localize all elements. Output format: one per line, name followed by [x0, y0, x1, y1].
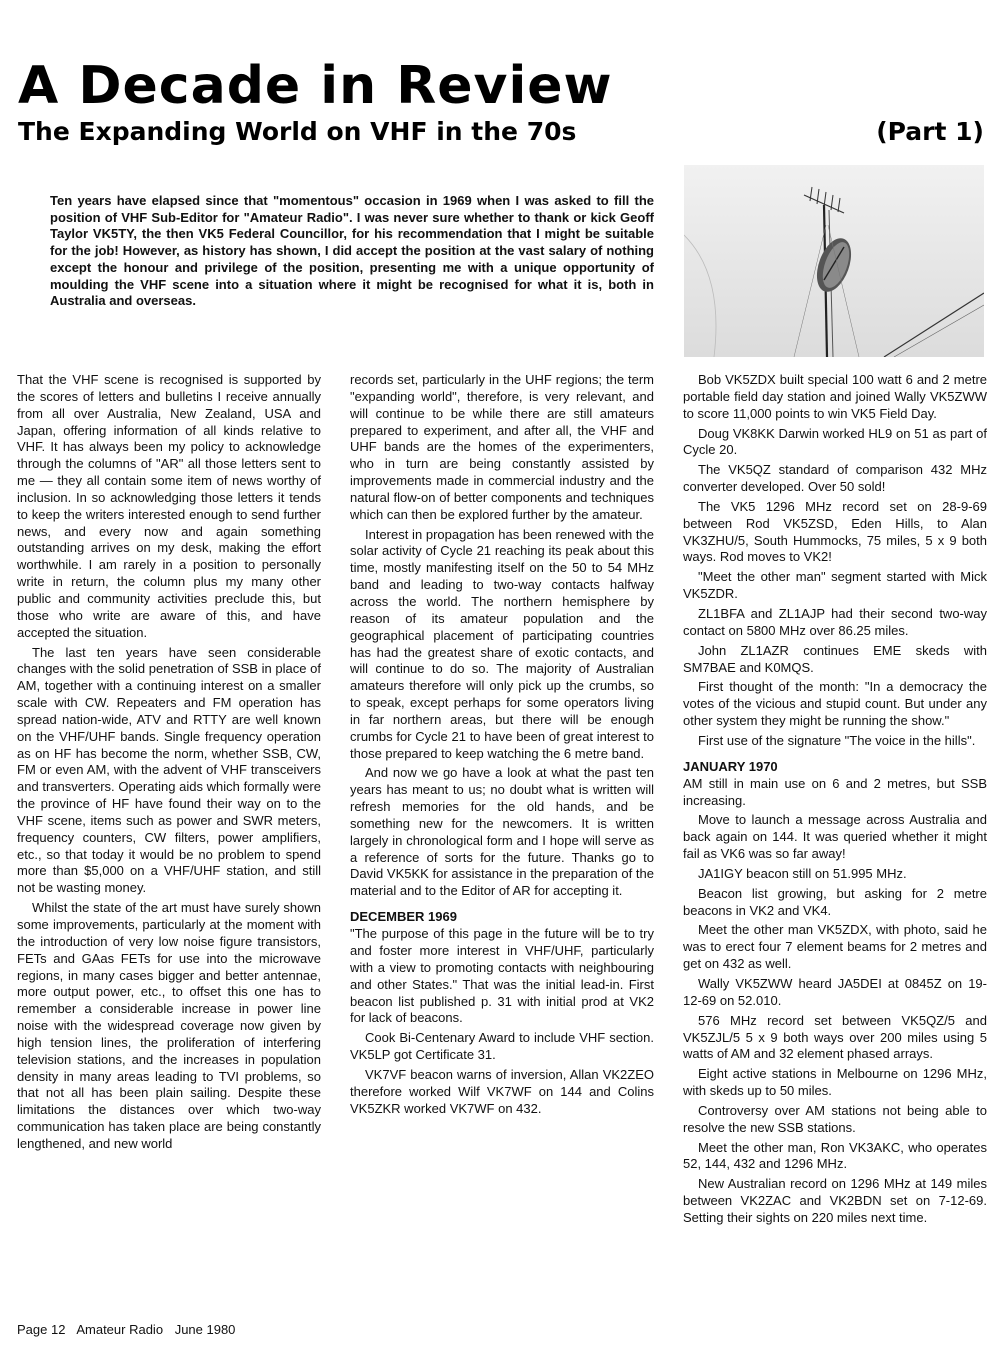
column-1 [17, 372, 321, 1156]
article-paragraph: The VK5QZ standard of comparison 432 MHz converter developed. Over 50 sold! [683, 462, 987, 495]
section-heading-january-1970: JANUARY 1970 [683, 758, 778, 774]
article-paragraph: That the VHF scene is recognised is supported by the scores of letters and bulletins I receive annually from all over Australia, New Zealand, USA and Japan, offering information of all kinds relative to VHF. It has always been my policy to acknowledge through the columns of "AR" all those letters sent to me — they all contain some item of news worthy of inclusion. In so acknowledging those letters it tends to keep the writers interested enough to send further news, and every now and again something outstanding arrives on my desk, making the effort worthwhile. I am rarely in a position to personally write in return, the column plus my many other public and community activities preclude this, but those who write are aware of this, and have accepted the situation. [17, 372, 321, 640]
article-paragraph: Wally VK5ZWW heard JA5DEI at 0845Z on 19-12-69 on 52.010. [683, 976, 987, 1008]
article-paragraph: The VK5 1296 MHz record set on 28-9-69 between Rod VK5ZSD, Eden Hills, to Alan VK3ZHU/5, South Hummocks, 75 miles, 5 x 9 both ways. Rod moves to VK2! [683, 498, 987, 565]
article-paragraph: AM still in main use on 6 and 2 metres, but SSB increasing. [683, 775, 987, 808]
article-paragraph: "Meet the other man" segment started with Mick VK5ZDR. [683, 569, 987, 602]
article-paragraph: New Australian record on 1296 MHz at 149 miles between VK2ZAC and VK2BDN set on 7-12-69. Setting their sights on 220 miles next time. [683, 1176, 987, 1225]
article-paragraph: Eight active stations in Melbourne on 1296 MHz, with skeds up to 50 miles. [683, 1066, 987, 1099]
page-title: A Decade in Review [18, 56, 613, 116]
article-paragraph: Meet the other man VK5ZDX, with photo, said he was to erect four 7 element beams for 2 metres and get on 432 as well. [683, 922, 987, 972]
article-paragraph: Doug VK8KK Darwin worked HL9 on 51 as part of Cycle 20. [683, 425, 987, 458]
page-footer [17, 1322, 243, 1338]
article-paragraph: John ZL1AZR continues EME skeds with SM7BAE and K0MQS. [683, 642, 987, 675]
article-paragraph: Cook Bi-Centenary Award to include VHF section. VK5LP got Certificate 31. [350, 1030, 654, 1063]
magazine-name: Amateur Radio [76, 1322, 164, 1337]
article-paragraph: First use of the signature "The voice in the hills". [698, 732, 976, 748]
article-paragraph: VK7VF beacon warns of inversion, Allan VK2ZEO therefore worked Wilf VK7WF on 144 and Colins VK5ZKR worked VK7WF on 432. [350, 1066, 654, 1116]
article-paragraph: First thought of the month: "In a democracy the votes of the vicious and stupid count. But under any other system they might be running the show." [683, 679, 987, 729]
article-paragraph: Meet the other man, Ron VK3AKC, who operates 52, 144, 432 and 1296 MHz. [683, 1139, 987, 1172]
article-paragraph: Bob VK5ZDX built special 100 watt 6 and 2 metre portable field day station and joined Wally VK5ZWW to score 11,000 points to win VK5 Field Day. [683, 372, 987, 421]
column-3 [683, 372, 987, 1230]
intro-paragraph: Ten years have elapsed since that "momentous" occasion in 1969 when I was asked to fill the position of VHF Sub-Editor for "Amateur Radio". I was never sure whether to thank or kick Geoff Taylor VK5TY, the then VK5 Federal Councillor, for his recommendation that I might be suitable for the job! However, as history has shown, I did accept the position at the vast salary of nothing except the honour and privilege of the position, presenting me with a unique opportunity of moulding the VHF scene into a situation where it might be recognised for what it is, both in Australia and overseas. [50, 193, 654, 309]
page-subtitle: The Expanding World on VHF in the 70s [18, 117, 577, 146]
page-number: Page 12 [17, 1322, 66, 1337]
section-heading-december-1969: DECEMBER 1969 [350, 909, 457, 925]
part-label: (Part 1) [876, 117, 984, 146]
article-paragraph: And now we go have a look at what the past ten years has meant to us; no doubt what is written will refresh memories for the old hands, and be something new for the newcomers. It is written largely in chronological form and I hope will serve as a reference of sorts for the future. Thanks go to David VK5KK for assistance in the preparation of the material and to the Editor of AR for accepting it. [350, 765, 654, 899]
article-paragraph: Move to launch a message across Australia and back again on 144. It was queried whether it might fail as VK6 was so far away! [683, 812, 987, 862]
antenna-photo-image [684, 165, 984, 357]
article-paragraph: Controversy over AM stations not being able to resolve the new SSB stations. [683, 1102, 987, 1135]
article-paragraph: Whilst the state of the art must have surely shown some improvements, particularly at the moment with the introduction of very low noise figure transistors, FETs and GAas FETs for use into the microwave regions, in many cases bigger and better antennae, more output power, etc., to offset this one has to remember a considerable increase in power line noise with the widespread coverage now given by high tension lines, the proliferation of interfering television stations, and the increases in population density in many areas leading to TVI problems, so that not all has been plain sailing. Despite these limitations the distances over which two-way communication has taken place are being constantly lengthened, and new world [17, 900, 321, 1151]
article-paragraph: Beacon list growing, but asking for 2 metre beacons in VK2 and VK4. [683, 885, 987, 918]
article-paragraph: The last ten years have seen considerable changes with the solid penetration of SSB in place of AM, together with a continuing interest on a smaller scale with CW. Repeaters and FM operation has spread nation-wide, ATV and RTTY are well known on the VHF/UHF bands. Single frequency operation as on HF has become the norm, whether SSB, CW, FM or even AM, with the advent of VHF transceivers and transverters. Operating aids which formally were the province of HF have found their way on to the VHF scene, items such as power and SWR meters, frequency counters, CW filters, power amplifiers, etc., so that today it would be no problem to spend more than $5,000 on a VHF/UHF station, and still not be wasting money. [17, 644, 321, 896]
article-paragraph: 576 MHz record set between VK5QZ/5 and VK5ZJL/5 5 x 9 both ways over 200 miles using 5 watts of AM and 32 element phased arrays. [683, 1012, 987, 1062]
article-paragraph: ZL1BFA and ZL1AJP had their second two-way contact on 5800 MHz over 86.25 miles. [683, 605, 987, 638]
article-paragraph: "The purpose of this page in the future will be to try and foster more interest in VHF/UHF, particularly with a view to promoting contacts with neighbouring and other States." That was the initial lead-in. First beacon list published p. 31 with initial prod at VK2 for lack of beacons. [350, 926, 654, 1026]
article-paragraph: JA1IGY beacon still on 51.995 MHz. [698, 865, 907, 881]
column-2 [350, 372, 654, 1120]
article-paragraph: Interest in propagation has been renewed with the solar activity of Cycle 21 reaching its peak about this time, mostly manifesting itself on the 50 to 54 MHz band and leading to two-way contacts halfway across the world. The northern hemisphere by reason of its amateur population and the geographical placement of participating countries has had the greatest share of exotic contacts, and will continue to do so. The majority of Australian amateurs therefore will only pick up the crumbs, so to speak, except perhaps for some operators living in far northern areas, but there will be enough crumbs for Cycle 21 to have been of great interest to those prepared to keep watching the 6 metre band. [350, 526, 654, 761]
antenna-photo [684, 165, 984, 357]
article-paragraph: records set, particularly in the UHF regions; the term "expanding world", therefore, is very relevant, and will continue to be while there are still amateurs prepared to experiment, and after all, the VHF and UHF bands are the homes of the experimenters, who in turn are being constantly assisted by improvements made in commercial industry and the natural flow-on of better components and techniques which can then be explored further by the amateur. [350, 372, 654, 522]
issue-date: June 1980 [174, 1322, 236, 1337]
